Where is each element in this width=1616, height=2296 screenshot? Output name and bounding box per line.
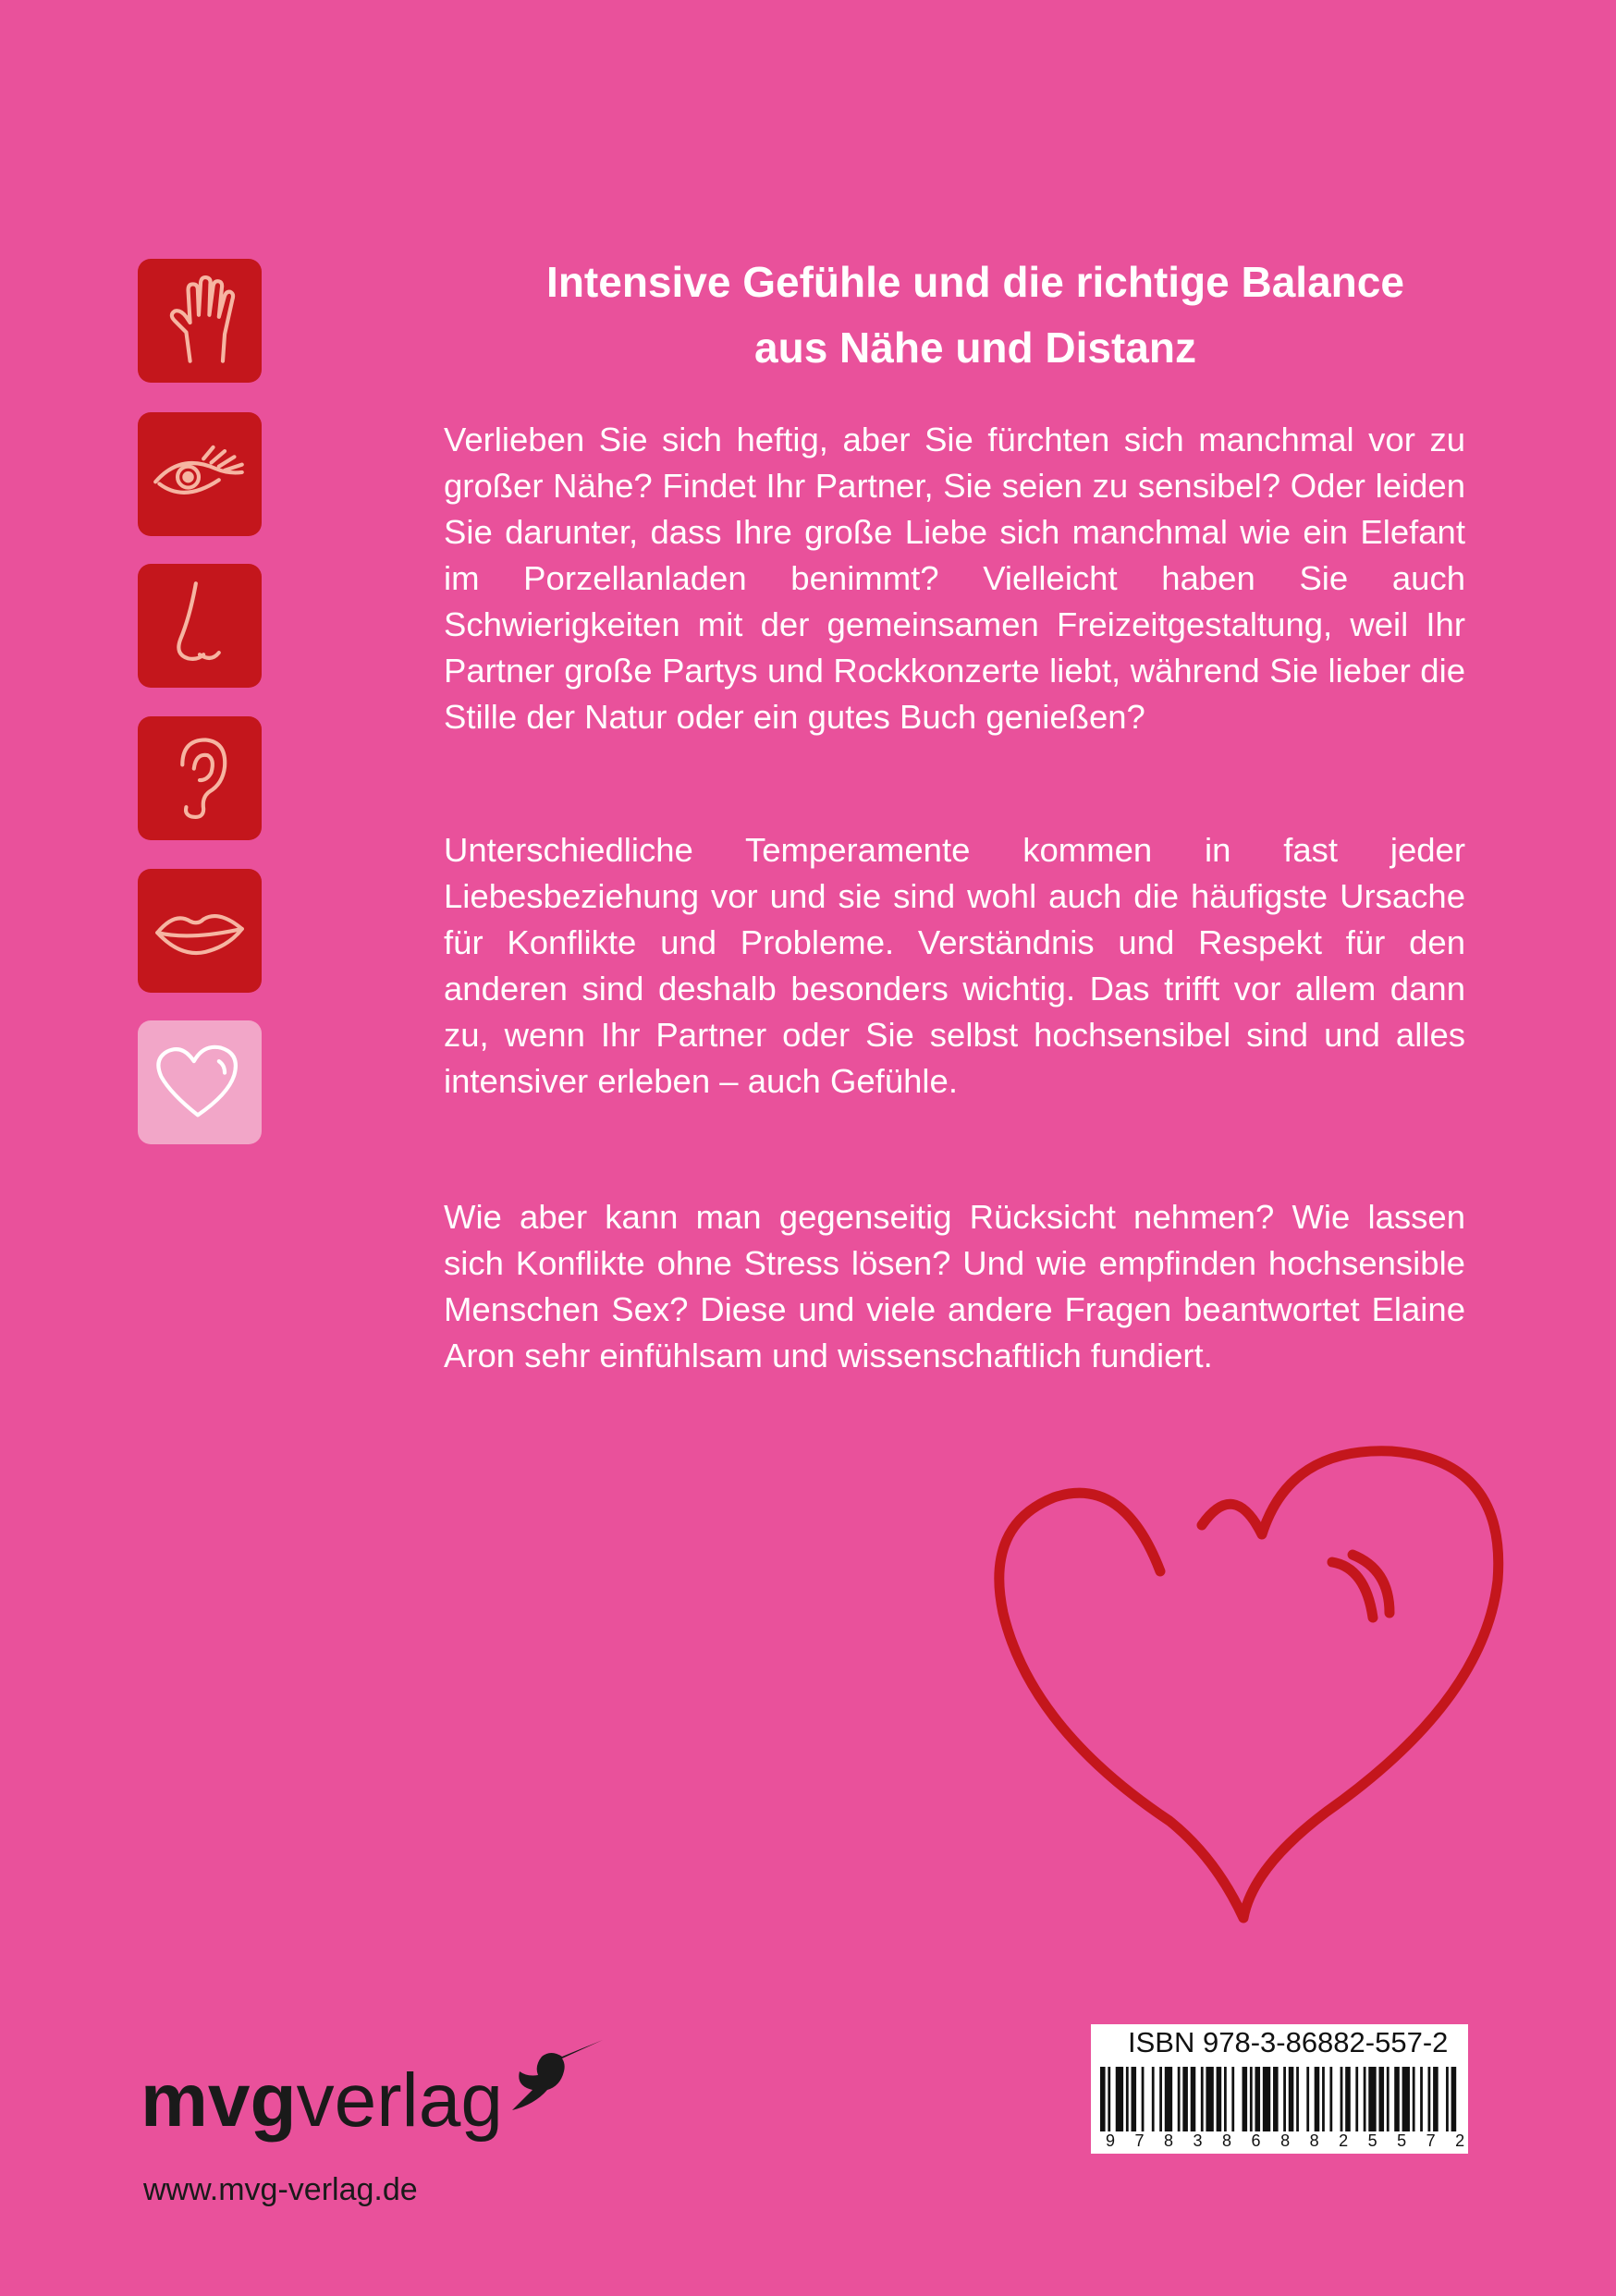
ear-icon bbox=[152, 730, 248, 826]
barcode-bar bbox=[1201, 2067, 1204, 2131]
barcode-bar bbox=[1142, 2067, 1145, 2131]
barcode-bar bbox=[1165, 2067, 1172, 2131]
barcode-bar bbox=[1368, 2067, 1376, 2131]
heart-icon bbox=[152, 1034, 248, 1130]
sidebar-icon-tile-heart bbox=[138, 1020, 262, 1144]
body-paragraph-1: Verlieben Sie sich heftig, aber Sie fürchten sich manchmal vor zu großer Nähe? Findet Ihr Partner, Sie seien zu sensibel? Oder leiden Sie darunter, dass Ihre große Liebe sich manchmal wie ein Elefant im Porzellanladen benimmt? Vielleicht haben Sie auch Schwierigkeiten mit der gemeinsamen Freizeitgestaltung, weil Ihr Partner große Partys und Rockkonzerte liebt, während Sie lieber die Stille der Natur oder ein gutes Buch genießen? bbox=[444, 421, 1465, 736]
sidebar-icon-tile-ear bbox=[138, 716, 262, 840]
barcode-bar bbox=[1364, 2067, 1366, 2131]
barcode-bar bbox=[1255, 2067, 1260, 2131]
barcode-bar bbox=[1296, 2067, 1299, 2131]
body-paragraph-2: Unterschiedliche Temperamente kommen in fast jeder Liebesbeziehung vor und sie sind wohl auch die häufigste Ursache für Konflikte und Probleme. Verständnis und Respekt für den anderen sind deshalb besonders wichtig. Das trifft vor allem dann zu, wenn Ihr Partner oder Sie selbst hochsensibel sind und alles intensiver erleben – auch Gefühle. bbox=[444, 831, 1465, 1100]
barcode-bar bbox=[1250, 2067, 1253, 2131]
barcode-bar bbox=[1283, 2067, 1286, 2131]
barcode-bar bbox=[1306, 2067, 1309, 2131]
barcode bbox=[1100, 2067, 1459, 2131]
barcode-bar bbox=[1433, 2067, 1438, 2131]
barcode-bar bbox=[1108, 2067, 1110, 2131]
barcode-bar bbox=[1322, 2067, 1325, 2131]
body-paragraph-3: Wie aber kann man gegenseitig Rücksicht nehmen? Wie lassen sich Konflikte ohne Stress lösen? Und wie empfinden hochsensible Menschen Sex? Diese und viele andere Fragen beantwortet Elaine Aron sehr einfühlsam und wissenschaftlich fundiert. bbox=[444, 1198, 1465, 1374]
barcode-digits: 9783868825572 bbox=[1106, 2131, 1485, 2150]
barcode-bar bbox=[1345, 2067, 1351, 2131]
lips-icon bbox=[152, 883, 248, 979]
barcode-bar bbox=[1126, 2067, 1129, 2131]
barcode-bar bbox=[1420, 2067, 1423, 2131]
barcode-bar bbox=[1191, 2067, 1196, 2131]
barcode-bar bbox=[1329, 2067, 1332, 2131]
eye-icon bbox=[152, 426, 248, 522]
barcode-bar bbox=[1378, 2067, 1384, 2131]
barcode-bar bbox=[1341, 2067, 1343, 2131]
headline-line-2: aus Nähe und Distanz bbox=[754, 324, 1196, 372]
barcode-bar bbox=[1224, 2067, 1227, 2131]
barcode-bar bbox=[1217, 2067, 1222, 2131]
hummingbird-logo-icon bbox=[507, 2029, 604, 2112]
publisher-logo bbox=[141, 2058, 503, 2143]
barcode-bar bbox=[1182, 2067, 1188, 2131]
sidebar-icon-tile-eye bbox=[138, 412, 262, 536]
barcode-bar bbox=[1428, 2067, 1431, 2131]
barcode-bar bbox=[1159, 2067, 1162, 2131]
barcode-bar bbox=[1355, 2067, 1358, 2131]
barcode-bar bbox=[1451, 2067, 1457, 2131]
publisher-logo-bold: mvg bbox=[141, 2058, 297, 2143]
barcode-bar bbox=[1387, 2067, 1390, 2131]
sidebar-icon-tile-nose bbox=[138, 564, 262, 688]
barcode-bar bbox=[1243, 2067, 1248, 2131]
isbn-barcode-box bbox=[1091, 2024, 1485, 2154]
barcode-bar bbox=[1273, 2067, 1279, 2131]
hand-icon bbox=[152, 273, 248, 369]
barcode-bar bbox=[1446, 2067, 1449, 2131]
publisher-url: www.mvg-verlag.de bbox=[143, 2172, 418, 2207]
barcode-bar bbox=[1413, 2067, 1415, 2131]
barcode-bar bbox=[1206, 2067, 1213, 2131]
large-heart-illustration bbox=[985, 1423, 1521, 1932]
nose-icon bbox=[152, 578, 248, 674]
sidebar-icon-tile-lips bbox=[138, 869, 262, 993]
barcode-bar bbox=[1178, 2067, 1181, 2131]
headline bbox=[444, 250, 1507, 381]
barcode-bar bbox=[1315, 2067, 1320, 2131]
sidebar-icon-tile-hand bbox=[138, 259, 262, 383]
barcode-bar bbox=[1394, 2067, 1400, 2131]
barcode-bar bbox=[1152, 2067, 1155, 2131]
barcode-bar bbox=[1289, 2067, 1294, 2131]
barcode-bar bbox=[1131, 2067, 1136, 2131]
barcode-bar bbox=[1402, 2067, 1410, 2131]
headline-line-1: Intensive Gefühle und die richtige Balance bbox=[546, 258, 1404, 306]
barcode-bar bbox=[1263, 2067, 1270, 2131]
publisher-logo-regular: verlag bbox=[296, 2058, 503, 2143]
barcode-bar bbox=[1231, 2067, 1234, 2131]
barcode-bar bbox=[1100, 2067, 1106, 2131]
barcode-bar bbox=[1116, 2067, 1123, 2131]
isbn-label: ISBN 978-3-86882-557-2 bbox=[1128, 2026, 1449, 2058]
